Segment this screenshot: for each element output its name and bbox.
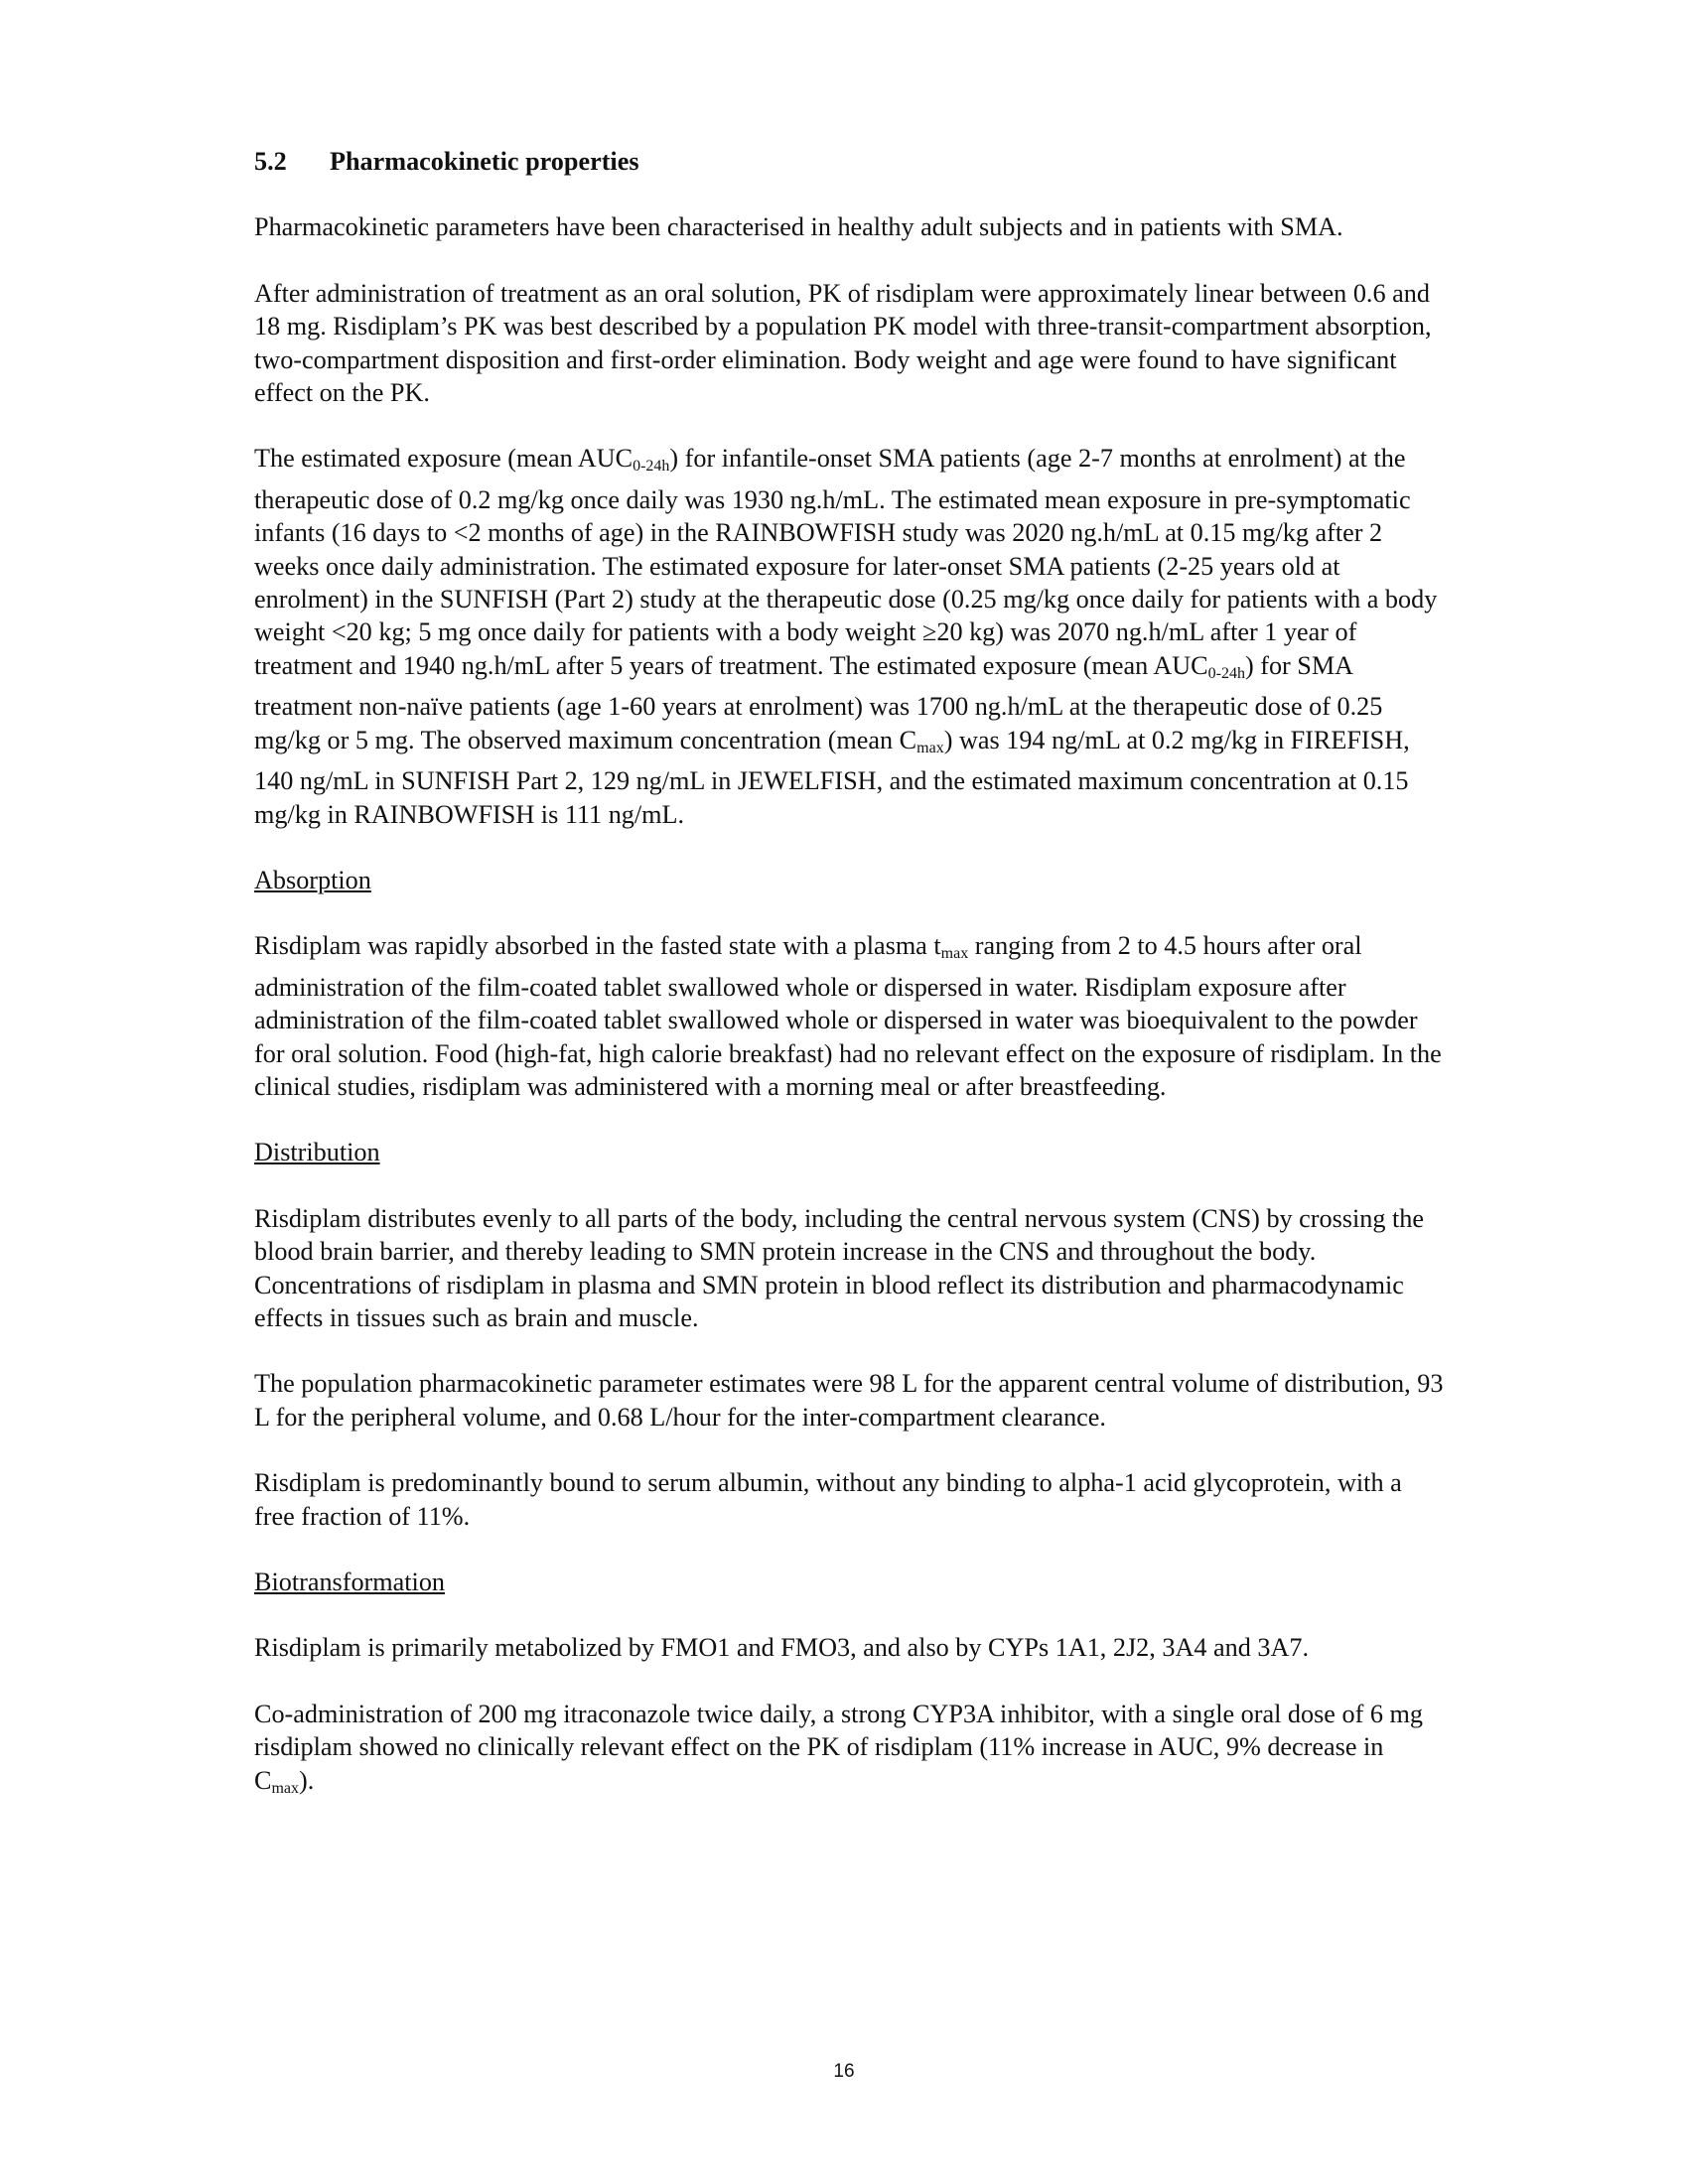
absorption-paragraph [254,929,1446,1103]
biotransformation-text-2: ). [299,1765,315,1795]
cmax-subscript: max [271,1779,300,1797]
absorption-heading: Absorption [254,865,371,894]
intro-paragraph-2: After administration of treatment as an oral solution, PK of risdiplam were approximately linear between 0.6 and 18 mg. Risdiplam’s PK was best described by a population PK model with three-transit-compartment absorption, two-compartment disposition and first-order elimination. Body weight and age were found to have significant effect on the PK. [254,278,1432,408]
auc-subscript: 0-24h [633,458,670,476]
exposure-text-1: The estimated exposure (mean AUC [254,444,633,474]
exposure-text-2: ) for infantile-onset SMA patients (age 2-7 months at enrolment) at the therapeutic dose of 0.2 mg/kg once daily was 1930 ng.h/mL. The estimated mean exposure in pre-symptomatic infants (16 days to <2 months of age) in the RAINBOWFISH study was 2020 ng.h/mL at 0.15 mg/kg after 2 weeks once daily administration. The estimated exposure for later-onset SMA patients (2-25 years old at enrolment) in the SUNFISH (Part 2) study at the therapeutic dose (0.25 mg/kg once daily for patients with a body weight <20 kg; 5 mg once daily for patients with a body weight ≥20 kg) was 2070 ng.h/mL after 1 year of treatment and 1940 ng.h/mL after 5 years of treatment. The estimated exposure (mean AUC [254,444,1438,680]
exposure-text-3: ) for SMA treatment non-naïve patients (age 1-60 years at enrolment) was 1700 ng.h/mL at the therapeutic dose of 0.25 mg/kg or 5 mg. The observed maximum concentration (mean C [254,650,1383,754]
section-heading [254,145,1446,178]
absorption-text-2: ranging from 2 to 4.5 hours after oral administration of the film-coated tablet swallowed whole or dispersed in water. Risdiplam exposure after administration of the film-coated tablet swallowed whole or dispersed in water was bioequivalent to the powder for oral solution. Food (high-fat, high calorie breakfast) had no relevant effect on the exposure of risdiplam. In the clinical studies, risdiplam was administered with a morning meal or after breastfeeding. [254,931,1442,1101]
distribution-paragraph-3: Risdiplam is predominantly bound to serum albumin, without any binding to alpha-1 acid glycoprotein, with a free fraction of 11%. [254,1468,1402,1531]
page-number: 16 [833,2061,855,2082]
tmax-subscript: max [940,945,969,963]
biotransformation-text-1: Co-administration of 200 mg itraconazole twice daily, a strong CYP3A inhibitor, with a single oral dose of 6 mg risdiplam showed no clinically relevant effect on the PK of risdiplam (11% increase in AUC, 9% decrease in C [254,1699,1423,1795]
distribution-heading: Distribution [254,1138,380,1167]
section-title: Pharmacokinetic properties [330,147,639,176]
absorption-text-1: Risdiplam was rapidly absorbed in the fasted state with a plasma t [254,931,941,961]
distribution-paragraph-2: The population pharmacokinetic parameter estimates were 98 L for the apparent central volume of distribution, 93 L for the peripheral volume, and 0.68 L/hour for the inter-compartment clearance. [254,1369,1444,1432]
document-page [254,145,1446,1838]
cmax-subscript: max [916,739,944,756]
biotransformation-paragraph-2 [254,1698,1446,1805]
exposure-text-4: ) was 194 ng/mL at 0.2 mg/kg in FIREFISH, 140 ng/mL in SUNFISH Part 2, 129 ng/mL in JEWELFISH, and the estimated maximum concentration at 0.15 mg/kg in RAINBOWFISH is 111 ng/mL. [254,725,1410,829]
biotransformation-heading: Biotransformation [254,1568,446,1596]
intro-paragraph-1: Pharmacokinetic parameters have been characterised in healthy adult subjects and in patients with SMA. [254,212,1343,242]
auc-subscript: 0-24h [1207,664,1245,682]
exposure-paragraph [254,442,1446,830]
section-number: 5.2 [254,147,287,176]
biotransformation-paragraph-1: Risdiplam is primarily metabolized by FMO1 and FMO3, and also by CYPs 1A1, 2J2, 3A4 and 3A7. [254,1633,1310,1663]
distribution-paragraph-1: Risdiplam distributes evenly to all parts of the body, including the central nervous system (CNS) by crossing the blood brain barrier, and thereby leading to SMN protein increase in the CNS and throughout the body. Concentrations of risdiplam in plasma and SMN protein in blood reflect its distribution and pharmacodynamic effects in tissues such as brain and muscle. [254,1203,1425,1332]
